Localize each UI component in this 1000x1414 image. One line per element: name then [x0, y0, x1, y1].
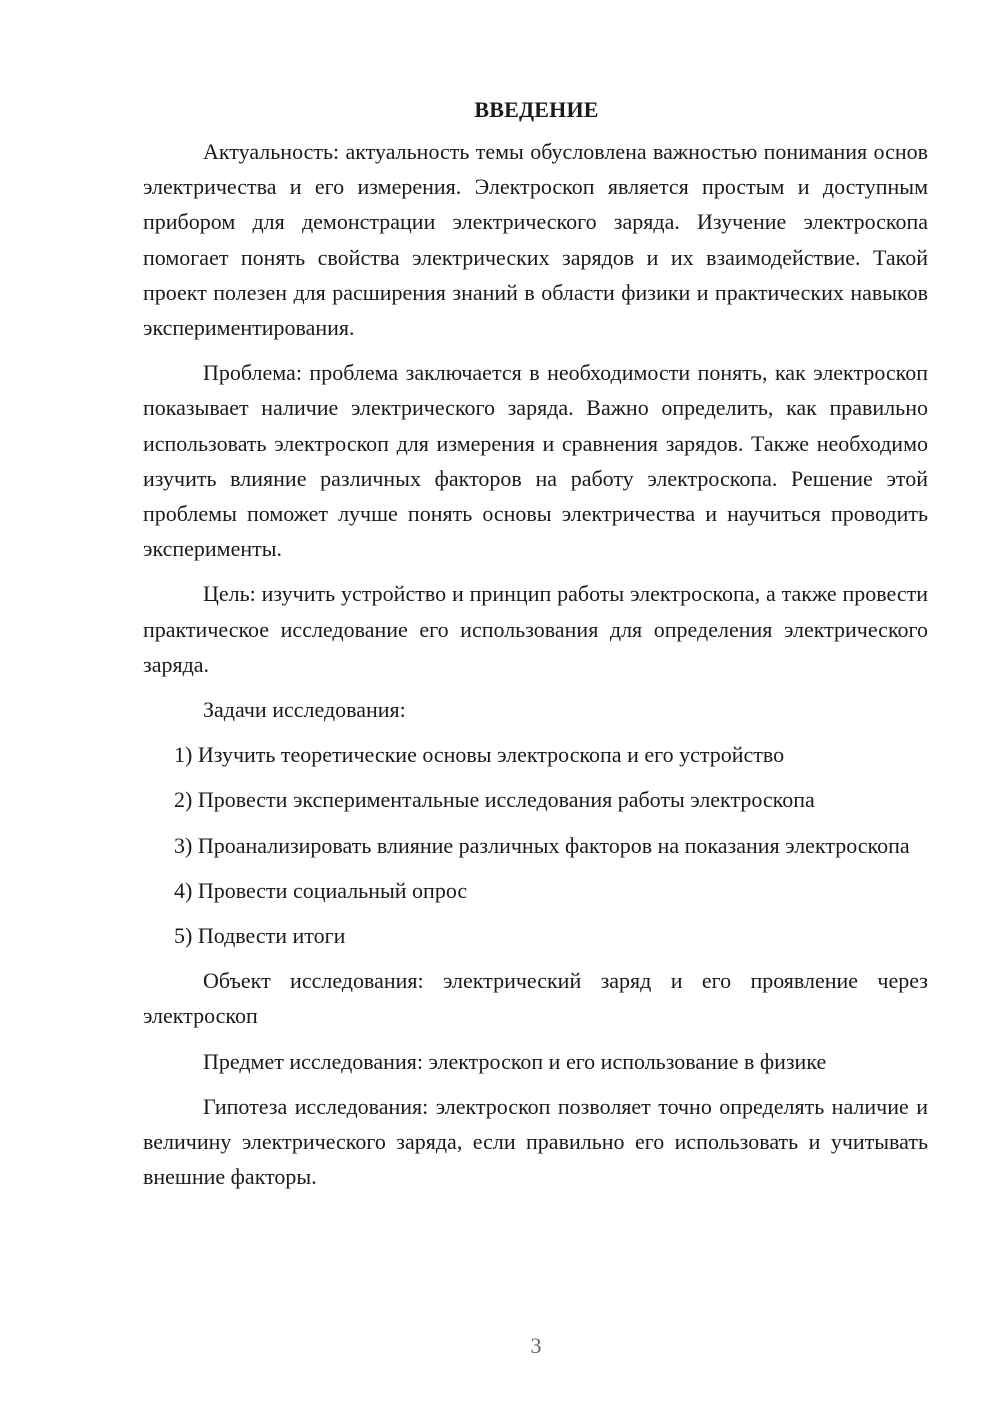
task-item: 1) Изучить теоретические основы электроскопа и его устройство	[174, 742, 785, 768]
task-item: 2) Провести экспериментальные исследования работы электроскопа	[174, 787, 815, 813]
subject-paragraph: Предмет исследования: электроскоп и его использование в физике	[203, 1048, 827, 1074]
task-item: 4) Провести социальный опрос	[174, 877, 468, 903]
problem-paragraph: Проблема: проблема заключается в необходимости понять, как электроскоп показывает наличие электрического заряда. Важно определить, как правильно использовать электроскоп для измерения и сравнения зарядов. Также необходимо изучить влияние различных факторов на работу электроскопа. Решение этой проблемы поможет лучше понять основы электричества и научиться проводить эксперименты.	[143, 360, 928, 562]
task-item: 3) Проанализировать влияние различных факторов на показания электроскопа	[174, 832, 910, 858]
task-item: 5) Подвести итоги	[174, 923, 346, 949]
document-page	[143, 92, 928, 1204]
page-title: ВВЕДЕНИЕ	[474, 97, 599, 122]
tasks-heading: Задачи исследования:	[203, 697, 406, 723]
hypothesis-paragraph: Гипотеза исследования: электроскоп позволяет точно определять наличие и величину электрического заряда, если правильно его использовать и учитывать внешние факторы.	[143, 1093, 928, 1190]
page-number: 3	[530, 1333, 542, 1358]
relevance-paragraph: Актуальность: актуальность темы обусловлена важностью понимания основ электричества и его измерения. Электроскоп является простым и доступным прибором для демонстрации электрического заряда. Изучение электроскопа помогает понять свойства электрических зарядов и их взаимодействие. Такой проект полезен для расширения знаний в области физики и практических навыков экспериментирования.	[143, 139, 928, 341]
object-paragraph: Объект исследования: электрический заряд и его проявление через электроскоп	[143, 968, 928, 1029]
goal-paragraph: Цель: изучить устройство и принцип работы электроскопа, а также провести практическое исследование его использования для определения электрического заряда.	[143, 581, 928, 677]
